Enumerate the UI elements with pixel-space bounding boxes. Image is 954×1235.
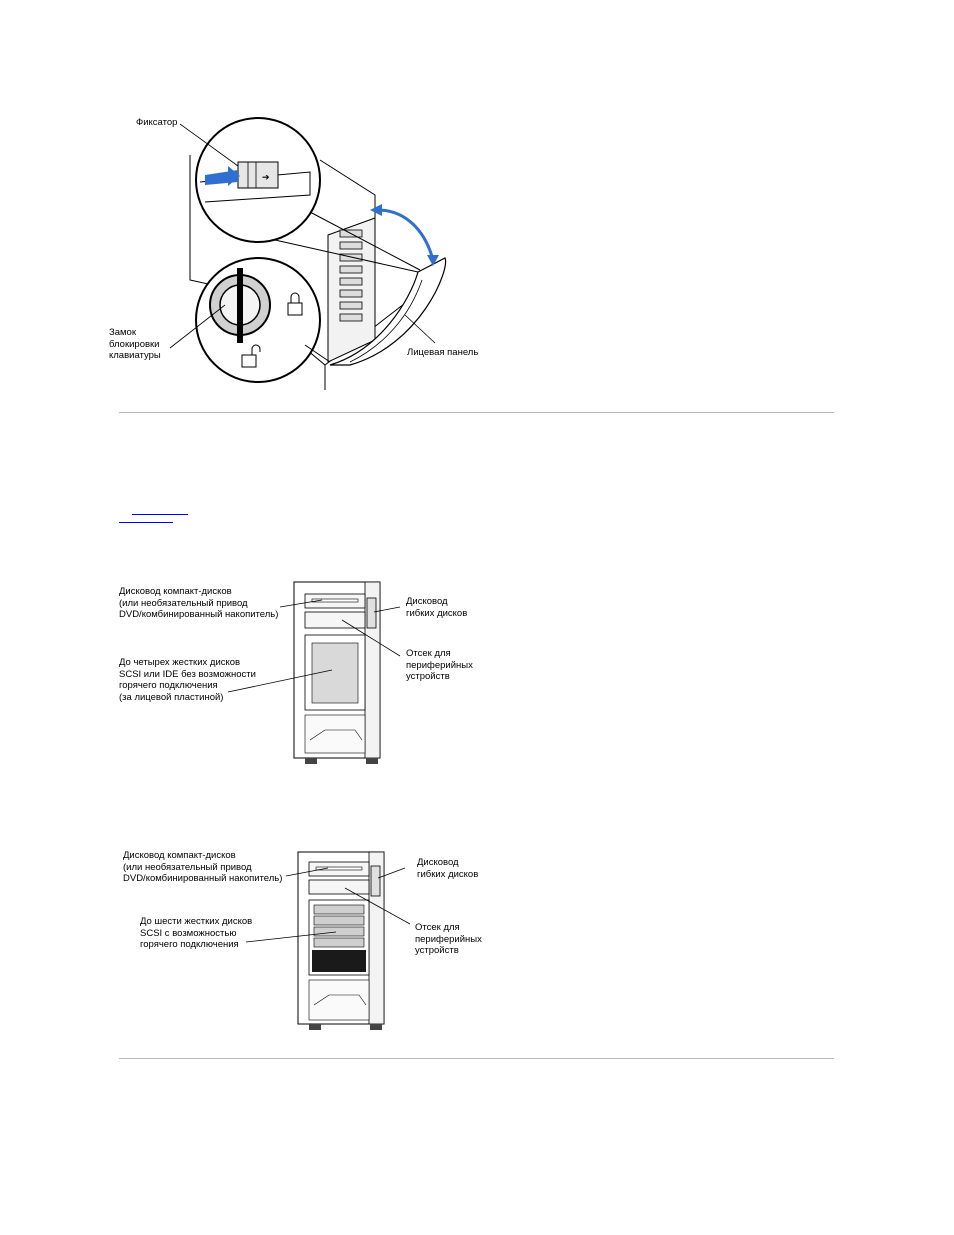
label-floppy-2: Дисковод гибких дисков (406, 596, 468, 619)
label-cd-drive-3: Дисковод компакт-дисков (или необязательный привод DVD/комбинированный накопитель) (123, 850, 283, 884)
figure-tower-hotplug (100, 850, 500, 1035)
divider-1 (119, 412, 834, 413)
label-hdd-2: До четырех жестких дисков SCSI или IDE без возможности горячего подключения (за лицевой пластиной) (119, 657, 256, 703)
label-bay-3: Отсек для периферийных устройств (415, 922, 482, 956)
label-floppy-3: Дисковод гибких дисков (417, 857, 479, 880)
label-hdd-3: До шести жестких дисков SCSI с возможностью горячего подключения (140, 916, 253, 950)
back-link-2[interactable] (119, 514, 173, 523)
svg-text:➔: ➔ (262, 172, 270, 182)
label-front-panel: Лицевая панель (407, 347, 479, 358)
figure-bezel-lock (100, 100, 500, 390)
label-keyboard-lock: Замок блокировки клавиатуры (109, 327, 161, 361)
label-bay-2: Отсек для периферийных устройств (406, 648, 473, 682)
label-latch: Фиксатор (136, 117, 178, 128)
figure-tower-non-hotplug (100, 580, 500, 770)
divider-2 (119, 1058, 834, 1059)
label-cd-drive-2: Дисковод компакт-дисков (или необязательный привод DVD/комбинированный накопитель) (119, 586, 279, 620)
